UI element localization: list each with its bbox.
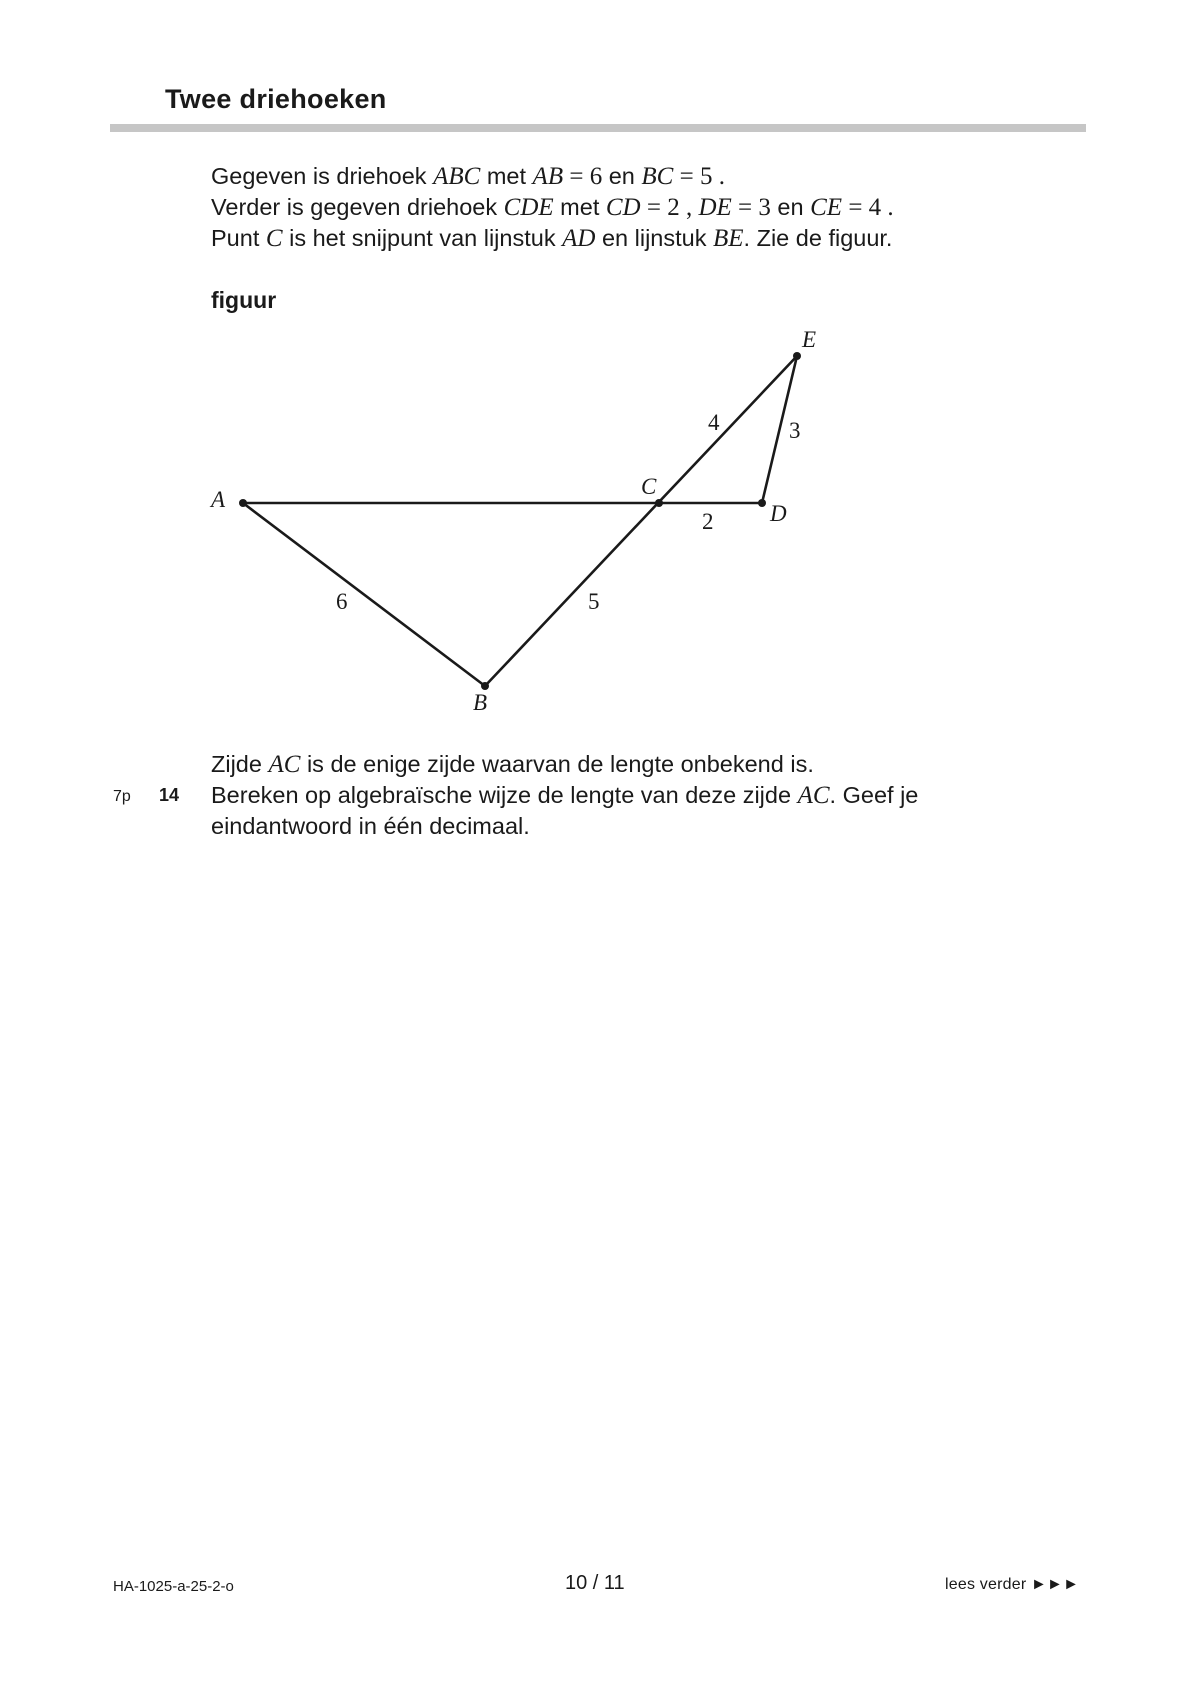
section-title: Twee driehoeken (165, 84, 387, 114)
length-AB: 6 (336, 589, 348, 614)
length-DE: 3 (789, 418, 801, 443)
page-number: 10 / 11 (565, 1572, 625, 1594)
length-CD: 2 (702, 509, 714, 534)
point-E (793, 352, 801, 360)
point-B (481, 682, 489, 690)
continue-note: lees verder ►►► (945, 1576, 1080, 1593)
figure-lines (243, 356, 797, 686)
segment-BE (485, 356, 797, 686)
label-E: E (802, 327, 817, 352)
intro-line-2: Verder is gegeven driehoek CDE met CD = 2 , DE = 3 en CE = 4 . (211, 194, 894, 221)
triangle-figure (0, 0, 1191, 760)
figure-label: figuur (211, 287, 277, 313)
label-A: A (211, 487, 226, 512)
label-C: C (641, 474, 657, 499)
question-points: 7p (113, 788, 131, 805)
question-statement: Zijde AC is de enige zijde waarvan de lengte onbekend is. (211, 751, 814, 778)
question-number: 14 (159, 785, 180, 805)
point-A (239, 499, 247, 507)
label-D: D (770, 501, 787, 526)
length-CE: 4 (708, 410, 720, 435)
exam-code: HA-1025-a-25-2-o (113, 1578, 234, 1595)
label-B: B (473, 690, 488, 715)
question-line-1: Bereken op algebraïsche wijze de lengte van deze zijde AC. Geef je (211, 782, 919, 809)
question-line-2: eindantwoord in één decimaal. (211, 813, 530, 839)
point-C (655, 499, 663, 507)
intro-line-3: Punt C is het snijpunt van lijnstuk AD en lijnstuk BE. Zie de figuur. (211, 225, 893, 252)
intro-line-1: Gegeven is driehoek ABC met AB = 6 en BC = 5 . (211, 163, 725, 190)
point-D (758, 499, 766, 507)
length-BC: 5 (588, 589, 600, 614)
figure-points (239, 352, 801, 690)
segment-AB (243, 503, 485, 686)
